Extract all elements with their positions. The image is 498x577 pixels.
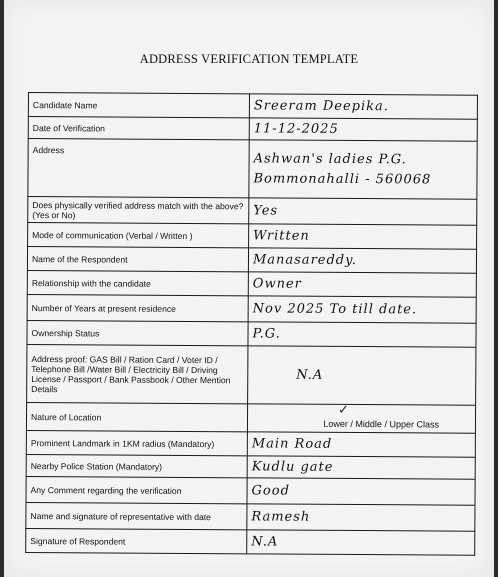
row-address-match — [28, 197, 477, 226]
row-comment — [26, 476, 475, 505]
row-respondent-name — [27, 247, 476, 274]
value-relationship: Owner — [248, 272, 476, 297]
value-comment: Good — [247, 478, 475, 505]
row-nature-of-location — [26, 402, 475, 433]
label-comment: Any Comment regarding the verification — [26, 476, 247, 503]
label-relationship: Relationship with the candidate — [27, 270, 248, 295]
label-representative-signature: Name and signature of representative with date — [26, 502, 247, 529]
value-police-station: Kudlu gate — [247, 456, 475, 479]
row-respondent-signature — [26, 528, 475, 555]
value-address-match: Yes — [249, 198, 477, 225]
label-police-station: Nearby Police Station (Mandatory) — [26, 454, 247, 477]
value-address-line2: Bommonahalli - 560068 — [253, 170, 432, 187]
row-prominent-landmark — [26, 430, 475, 457]
label-mode-of-communication: Mode of communication (Verbal / Written ) — [28, 223, 249, 248]
row-mode-of-communication — [28, 223, 477, 250]
label-address-match: Does physically verified address match with the above?(Yes or No) — [28, 197, 249, 224]
row-police-station — [26, 454, 475, 479]
checkmark-icon: ✓ — [338, 402, 351, 418]
value-address-line1: Ashwan's ladies P.G. — [253, 150, 407, 167]
label-address: Address — [28, 139, 249, 198]
label-respondent-signature: Signature of Respondent — [26, 528, 247, 553]
value-mode-of-communication: Written — [249, 224, 477, 249]
document-page — [4, 0, 494, 577]
value-respondent-name: Manasareddy. — [248, 248, 476, 273]
row-ownership-status — [27, 320, 476, 347]
value-respondent-signature: N.A — [247, 530, 475, 555]
value-representative-signature: Ramesh — [247, 504, 475, 531]
label-ownership-status: Ownership Status — [27, 320, 248, 345]
label-years-at-residence: Number of Years at present residence — [27, 294, 248, 321]
label-prominent-landmark: Prominent Landmark in 1KM radius (Mandatory) — [26, 430, 247, 455]
value-address — [249, 140, 477, 199]
value-date-of-verification: 11-12-2025 — [249, 118, 477, 141]
value-ownership-status: P.G. — [248, 322, 476, 347]
row-date-of-verification — [28, 117, 477, 142]
label-date-of-verification: Date of Verification — [28, 117, 249, 140]
value-address-proof: N.A — [248, 346, 476, 405]
row-address — [28, 139, 477, 200]
value-prominent-landmark: Main Road — [247, 432, 475, 457]
label-nature-of-location: Nature of Location — [26, 402, 247, 431]
row-years-at-residence — [27, 294, 476, 323]
value-nature-of-location — [247, 404, 475, 433]
label-candidate-name: Candidate Name — [28, 93, 249, 118]
row-relationship — [27, 270, 476, 297]
row-candidate-name — [28, 93, 477, 120]
verification-form-table — [25, 92, 478, 556]
location-class-options: Lower / Middle / Upper Class — [323, 418, 440, 430]
value-years-at-residence: Nov 2025 To till date. — [248, 296, 476, 323]
document-title: ADDRESS VERIFICATION TEMPLATE — [139, 52, 359, 66]
label-respondent-name: Name of the Respondent — [27, 247, 248, 272]
value-candidate-name: Sreeram Deepika. — [249, 94, 477, 119]
row-address-proof — [27, 344, 476, 405]
label-address-proof: Address proof: GAS Bill / Ration Card / Voter ID / Telephone Bill /Water Bill / Electricity Bill / Driving License / Passport / Bank Passbook / Other Mention Details — [27, 344, 248, 403]
row-representative-signature — [26, 502, 475, 531]
